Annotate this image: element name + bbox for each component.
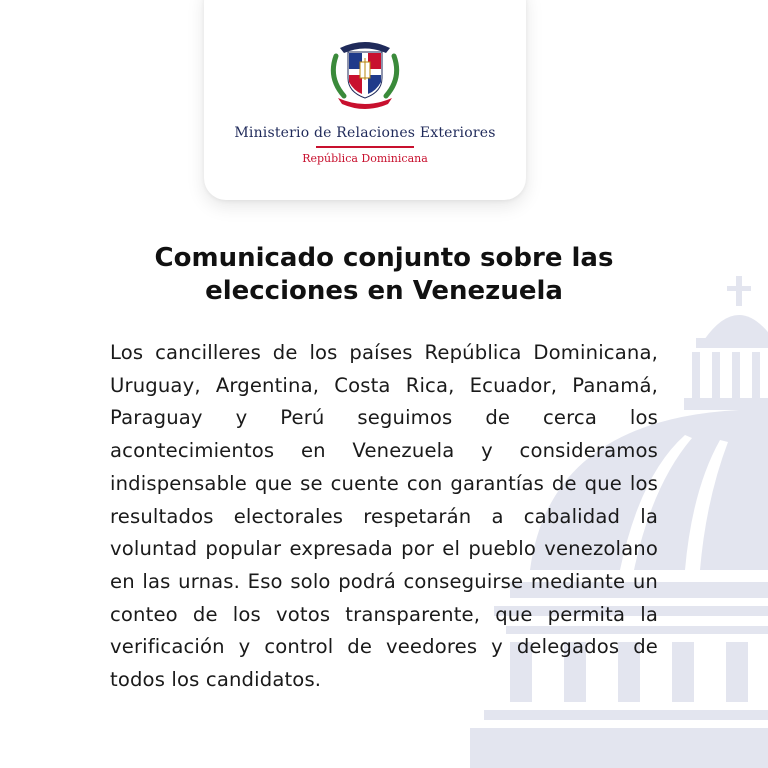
header-divider [316, 146, 414, 148]
coat-of-arms-icon [326, 38, 404, 110]
ministry-name: Ministerio de Relaciones Exteriores [234, 125, 496, 141]
page-title: Comunicado conjunto sobre las elecciones en Venezuela [154, 243, 614, 306]
ministry-header-card [204, 0, 526, 200]
country-name: República Dominicana [302, 152, 428, 165]
statement-body: Los cancilleres de los países República Dominicana, Uruguay, Argentina, Costa Rica, Ecuador, Panamá, Paraguay y Perú seguimos de cerca los acontecimientos en Venezuela y consideramos indispensable que se cuente con garantías de que los resultados electorales respetarán a cabalidad la voluntad popular expresada por el pueblo venezolano en las urnas. Eso solo podrá conseguirse mediante un conteo de los votos transparente, que permita la verificación y control de veedores y delegados de todos los candidatos. [110, 341, 658, 692]
